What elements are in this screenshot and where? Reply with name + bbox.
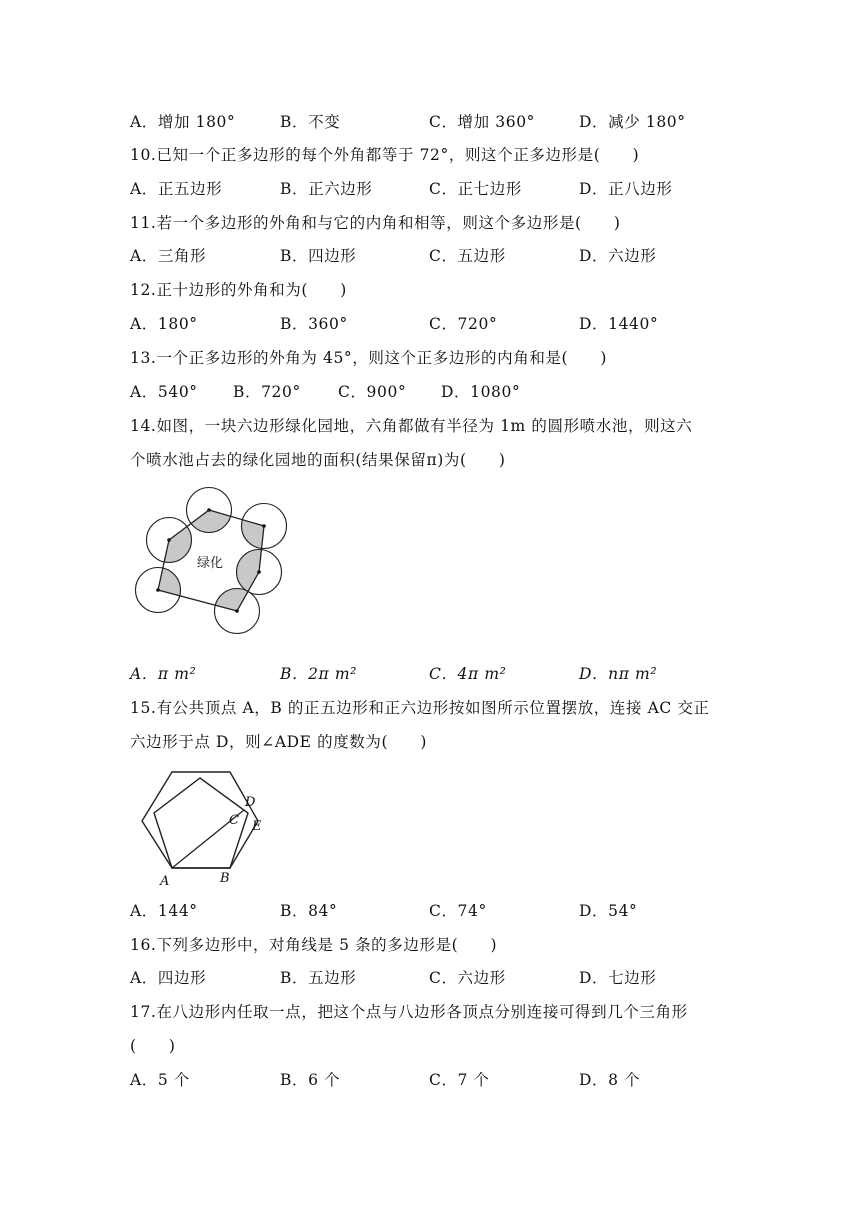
q13-option-d: D．1080° (441, 383, 521, 401)
q15-options (130, 901, 750, 921)
label-d: D (245, 795, 256, 810)
q14-stem-line-2: 个喷水池占去的绿化园地的面积(结果保留π)为( ) (130, 451, 506, 469)
q11-options (130, 246, 750, 266)
q11-option-c: C．五边形 (429, 247, 506, 265)
q10-option-b: B．正六边形 (280, 180, 373, 198)
q11-option-a: A．三角形 (130, 247, 207, 265)
q13-option-b: B．720° (233, 383, 301, 401)
q17-option-b: B．6 个 (280, 1071, 341, 1089)
q13-option-a: A．540° (130, 383, 198, 401)
q14-option-c: C．4π m² (429, 665, 507, 683)
q16-option-b: B．五边形 (280, 969, 357, 987)
q16-option-a: A．四边形 (130, 969, 207, 987)
q13-options (130, 382, 750, 402)
q16-stem: 16.下列多边形中，对角线是 5 条的多边形是( ) (130, 936, 498, 954)
q17-stem-line-1: 17.在八边形内任取一点，把这个点与八边形各顶点分别连接可得到几个三角形 (130, 1003, 688, 1021)
label-c: C (229, 813, 239, 828)
q9-option-b: B．不变 (280, 113, 341, 131)
q14-hexagon-fountain-figure (124, 480, 290, 650)
q10-stem: 10.已知一个正多边形的每个外角都等于 72°，则这个正多边形是( ) (130, 146, 640, 164)
q14-stem-line-1: 14.如图，一块六边形绿化园地，六角都做有半径为 1m 的圆形喷水池，则这六 (130, 417, 693, 435)
q16-option-c: C．六边形 (429, 969, 506, 987)
q17-stem-line-2: ( ) (130, 1037, 176, 1055)
q12-stem: 12.正十边形的外角和为( ) (130, 281, 347, 299)
q17-option-c: C．7 个 (429, 1071, 490, 1089)
q12-option-c: C．720° (429, 315, 498, 333)
hexagon-outline (142, 772, 258, 868)
q12-option-d: D．1440° (579, 315, 659, 333)
q14-option-b: B．2π m² (280, 665, 357, 683)
q15-option-c: C．74° (429, 902, 487, 920)
q17-options (130, 1070, 750, 1090)
q16-options (130, 968, 750, 988)
q12-option-b: B．360° (280, 315, 348, 333)
q13-option-c: C．900° (338, 383, 407, 401)
label-e: E (252, 819, 262, 834)
q9-option-c: C．增加 360° (429, 113, 536, 131)
q15-pentagon-hexagon-figure (132, 766, 272, 890)
q15-option-a: A．144° (130, 902, 198, 920)
q15-stem-line-1: 15.有公共顶点 A，B 的正五边形和正六边形按如图所示位置摆放，连接 AC 交正 (130, 699, 710, 717)
q14-option-a: A．π m² (130, 665, 197, 683)
q15-option-d: D．54° (579, 902, 638, 920)
q16-option-d: D．七边形 (579, 969, 657, 987)
q9-option-a: A．增加 180° (130, 113, 236, 131)
figure-label-green-area: 绿化 (197, 556, 224, 571)
label-b: B (220, 871, 230, 886)
q14-option-d: D．nπ m² (579, 665, 658, 683)
q9-option-d: D．减少 180° (579, 113, 686, 131)
q13-stem: 13.一个正多边形的外角为 45°，则这个正多边形的内角和是( ) (130, 349, 608, 367)
q11-stem: 11.若一个多边形的外角和与它的内角和相等，则这个多边形是( ) (130, 214, 621, 232)
label-a: A (160, 874, 170, 889)
q15-option-b: B．84° (280, 902, 338, 920)
q12-options (130, 314, 750, 334)
q12-option-a: A．180° (130, 315, 198, 333)
q9-options (130, 112, 750, 132)
q15-stem-line-2: 六边形于点 D，则∠ADE 的度数为( ) (130, 733, 427, 751)
q14-options (130, 664, 750, 684)
q11-option-d: D．六边形 (579, 247, 657, 265)
q10-options (130, 179, 750, 199)
q11-option-b: B．四边形 (280, 247, 357, 265)
q17-option-d: D．8 个 (579, 1071, 641, 1089)
q17-option-a: A．5 个 (130, 1071, 190, 1089)
q10-option-c: C．正七边形 (429, 180, 522, 198)
q10-option-d: D．正八边形 (579, 180, 673, 198)
q10-option-a: A．正五边形 (130, 180, 223, 198)
